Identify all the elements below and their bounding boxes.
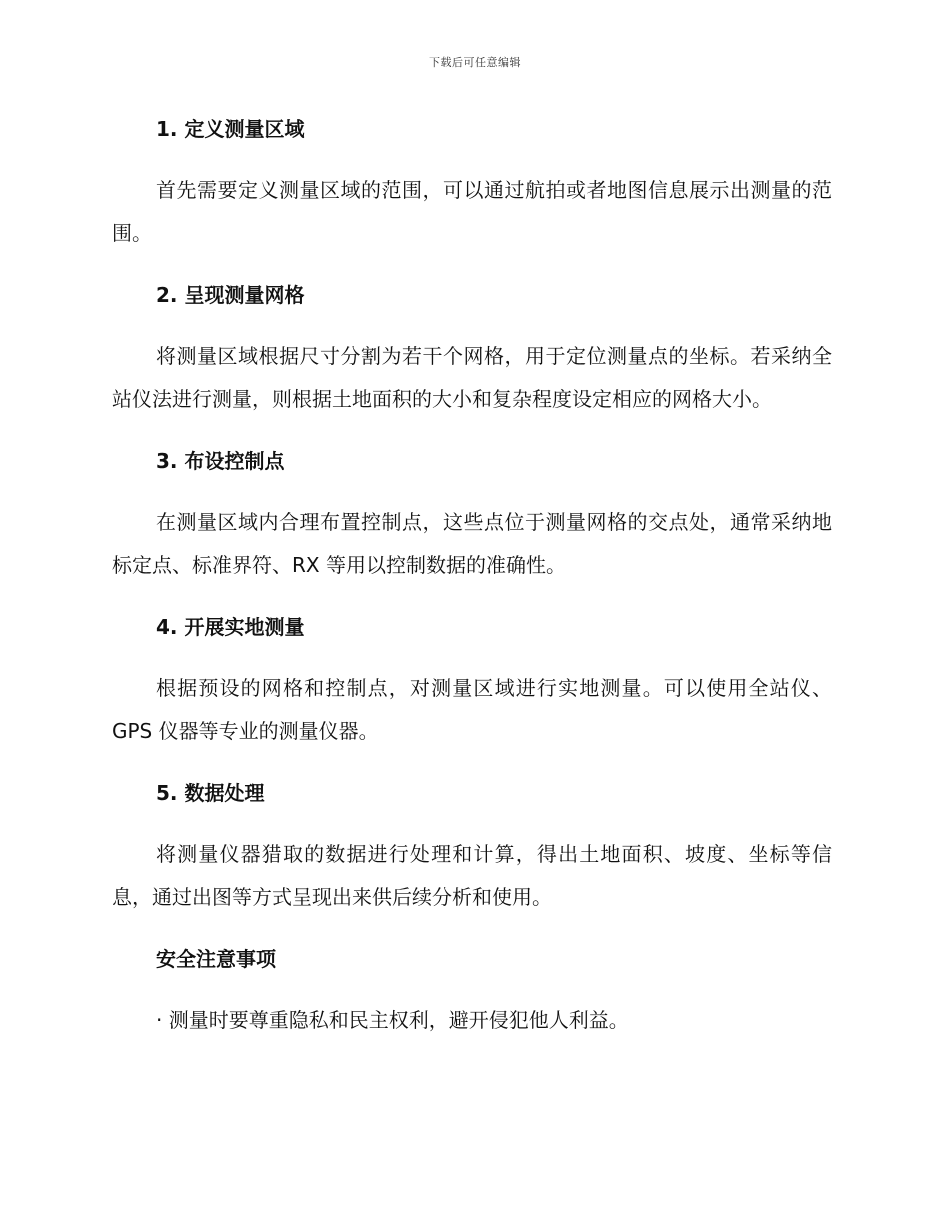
page-header: 下载后可任意编辑 [429, 56, 521, 69]
safety-bullet-item: · 测量时要尊重隐私和民主权利，避开侵犯他人利益。 [156, 1008, 629, 1032]
section-paragraph-1: 首先需要定义测量区域的范围，可以通过航拍或者地图信息展示出测量的范围。 [112, 178, 832, 245]
section-heading-4: 4. 开展实地测量 [156, 615, 305, 639]
section-heading-5: 5. 数据处理 [156, 781, 265, 805]
section-paragraph-2: 将测量区域根据尺寸分割为若干个网格，用于定位测量点的坐标。若采纳全站仪法进行测量，则根据土地面积的大小和复杂程度设定相应的网格大小。 [112, 344, 832, 411]
section-paragraph-4: 根据预设的网格和控制点，对测量区域进行实地测量。可以使用全站仪、GPS 仪器等专业的测量仪器。 [112, 676, 832, 743]
safety-heading: 安全注意事项 [156, 947, 276, 971]
section-paragraph-3: 在测量区域内合理布置控制点，这些点位于测量网格的交点处，通常采纳地标定点、标准界符、RX 等用以控制数据的准确性。 [112, 510, 832, 577]
section-heading-2: 2. 呈现测量网格 [156, 283, 305, 307]
section-paragraph-5: 将测量仪器猎取的数据进行处理和计算，得出土地面积、坡度、坐标等信息，通过出图等方式呈现出来供后续分析和使用。 [112, 842, 832, 909]
document-body [112, 112, 832, 1042]
section-heading-1: 1. 定义测量区域 [156, 117, 305, 141]
section-heading-3: 3. 布设控制点 [156, 449, 285, 473]
